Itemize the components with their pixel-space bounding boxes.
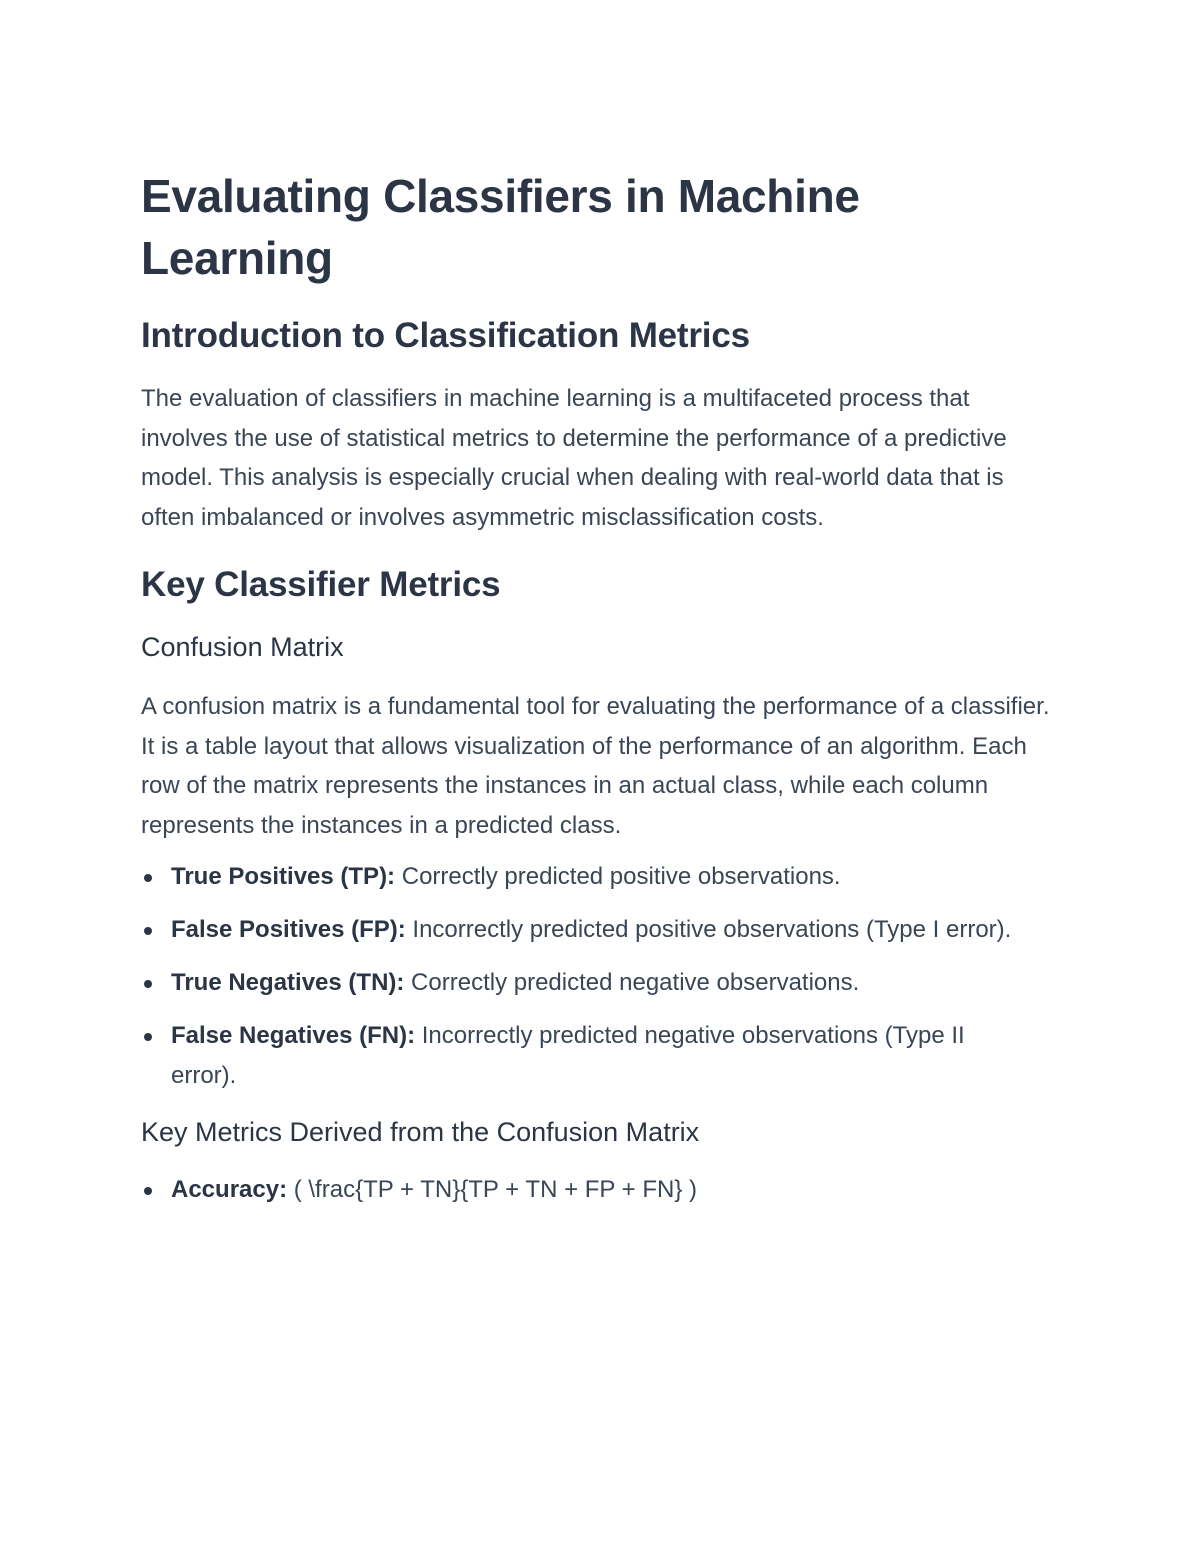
list-item-term: True Negatives (TN): (171, 969, 405, 996)
section-heading-key-metrics: Key Classifier Metrics (141, 565, 501, 604)
confusion-matrix-term-list (141, 857, 1056, 1096)
document-page (141, 165, 1061, 1210)
intro-paragraph: The evaluation of classifiers in machine learning is a multifaceted process that involves the use of statistical metrics to determine the performance of a predictive model. This analysis is especially crucial when dealing with real-world data that is often imbalanced or involves asymmetric misclassification costs. (141, 385, 1007, 531)
section-heading-intro: Introduction to Classification Metrics (141, 316, 750, 355)
list-item (141, 963, 1056, 1003)
list-item-term: True Positives (TP): (171, 863, 396, 890)
document-title: Evaluating Classifiers in Machine Learning (141, 170, 860, 284)
confusion-matrix-paragraph: A confusion matrix is a fundamental tool for evaluating the performance of a classifier. It is a table layout that allows visualization of the performance of an algorithm. Each row of the matrix represents the instances in an actual class, while each column represents the instances in a predicted class. (141, 693, 1050, 839)
list-item-text: Incorrectly predicted positive observations (Type I error). (405, 916, 1012, 943)
list-item (141, 1170, 1061, 1210)
list-item-text: Incorrectly predicted negative observations (Type II error). (171, 1022, 965, 1089)
list-item-text: ( \frac{TP + TN}{TP + TN + FP + FN} ) (287, 1176, 698, 1203)
list-item (141, 1016, 1021, 1096)
list-item-term: False Negatives (FN): (171, 1022, 416, 1049)
list-item (141, 857, 1056, 897)
list-item-text: Correctly predicted positive observations. (395, 863, 841, 890)
derived-metrics-list (141, 1170, 1061, 1210)
list-item-term: False Positives (FP): (171, 916, 406, 943)
subsection-heading-derived-metrics: Key Metrics Derived from the Confusion Matrix (141, 1117, 700, 1147)
list-item (141, 910, 1056, 950)
subsection-heading-confusion-matrix: Confusion Matrix (141, 632, 344, 662)
list-item-text: Correctly predicted negative observations. (404, 969, 860, 996)
list-item-term: Accuracy: (171, 1176, 288, 1203)
